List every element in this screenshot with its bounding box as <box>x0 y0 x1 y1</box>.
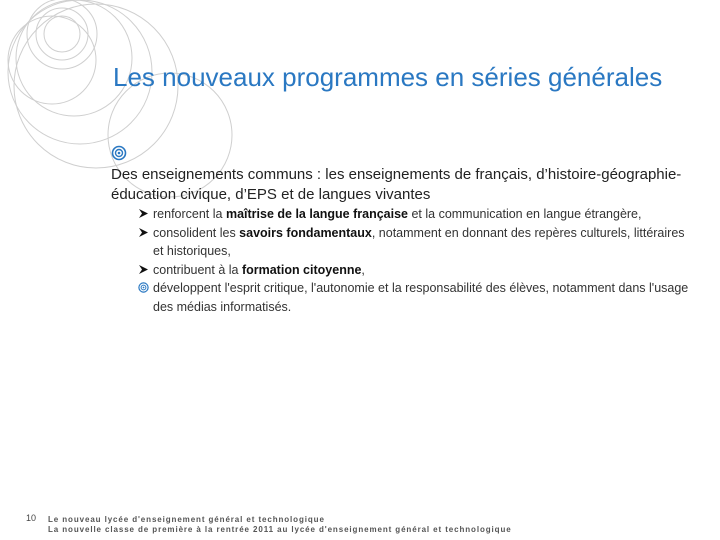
target-bullet-icon <box>138 279 152 298</box>
item-emphasis: maîtrise de la langue française <box>225 207 408 221</box>
item-text: consolident les <box>153 225 240 240</box>
arrow-bullet-icon <box>138 205 152 224</box>
item-emphasis: savoirs fondamentaux <box>239 225 372 240</box>
item-text-end: , notamment en donnant des repères culturels, littéraires et historiques, <box>153 225 685 258</box>
intro-text: Des enseignements communs : les enseignements de français, d’histoire-géographie-éducation civique, d’EPS et de langues vivantes <box>111 166 682 203</box>
slide-title: Les nouveaux programmes en séries générales <box>113 62 663 92</box>
list-item <box>138 279 698 316</box>
sub-bullet-list <box>138 205 698 316</box>
item-text-end: et la communication en langue étrangère, <box>408 207 642 221</box>
footer <box>48 515 512 535</box>
list-item <box>138 224 698 261</box>
footer-line-2: La nouvelle classe de première à la rentrée 2011 au lycée d'enseignement général et technologique <box>48 525 512 534</box>
page-number: 10 <box>26 513 37 523</box>
intro-paragraph <box>111 145 691 205</box>
item-text-end: , <box>361 262 365 277</box>
item-text: développent l'esprit critique, l'autonomie et la responsabilité des élèves, notamment dans l'usage des médias informatisés. <box>153 281 689 314</box>
footer-line-1: Le nouveau lycée d'enseignement général et technologique <box>48 515 325 524</box>
list-item <box>138 261 698 280</box>
list-item <box>138 205 698 224</box>
item-emphasis: formation citoyenne <box>241 262 362 277</box>
item-text: contribuent à la <box>153 262 242 277</box>
arrow-bullet-icon <box>138 261 152 280</box>
arrow-bullet-icon <box>138 224 152 243</box>
item-text: renforcent la <box>153 207 226 221</box>
